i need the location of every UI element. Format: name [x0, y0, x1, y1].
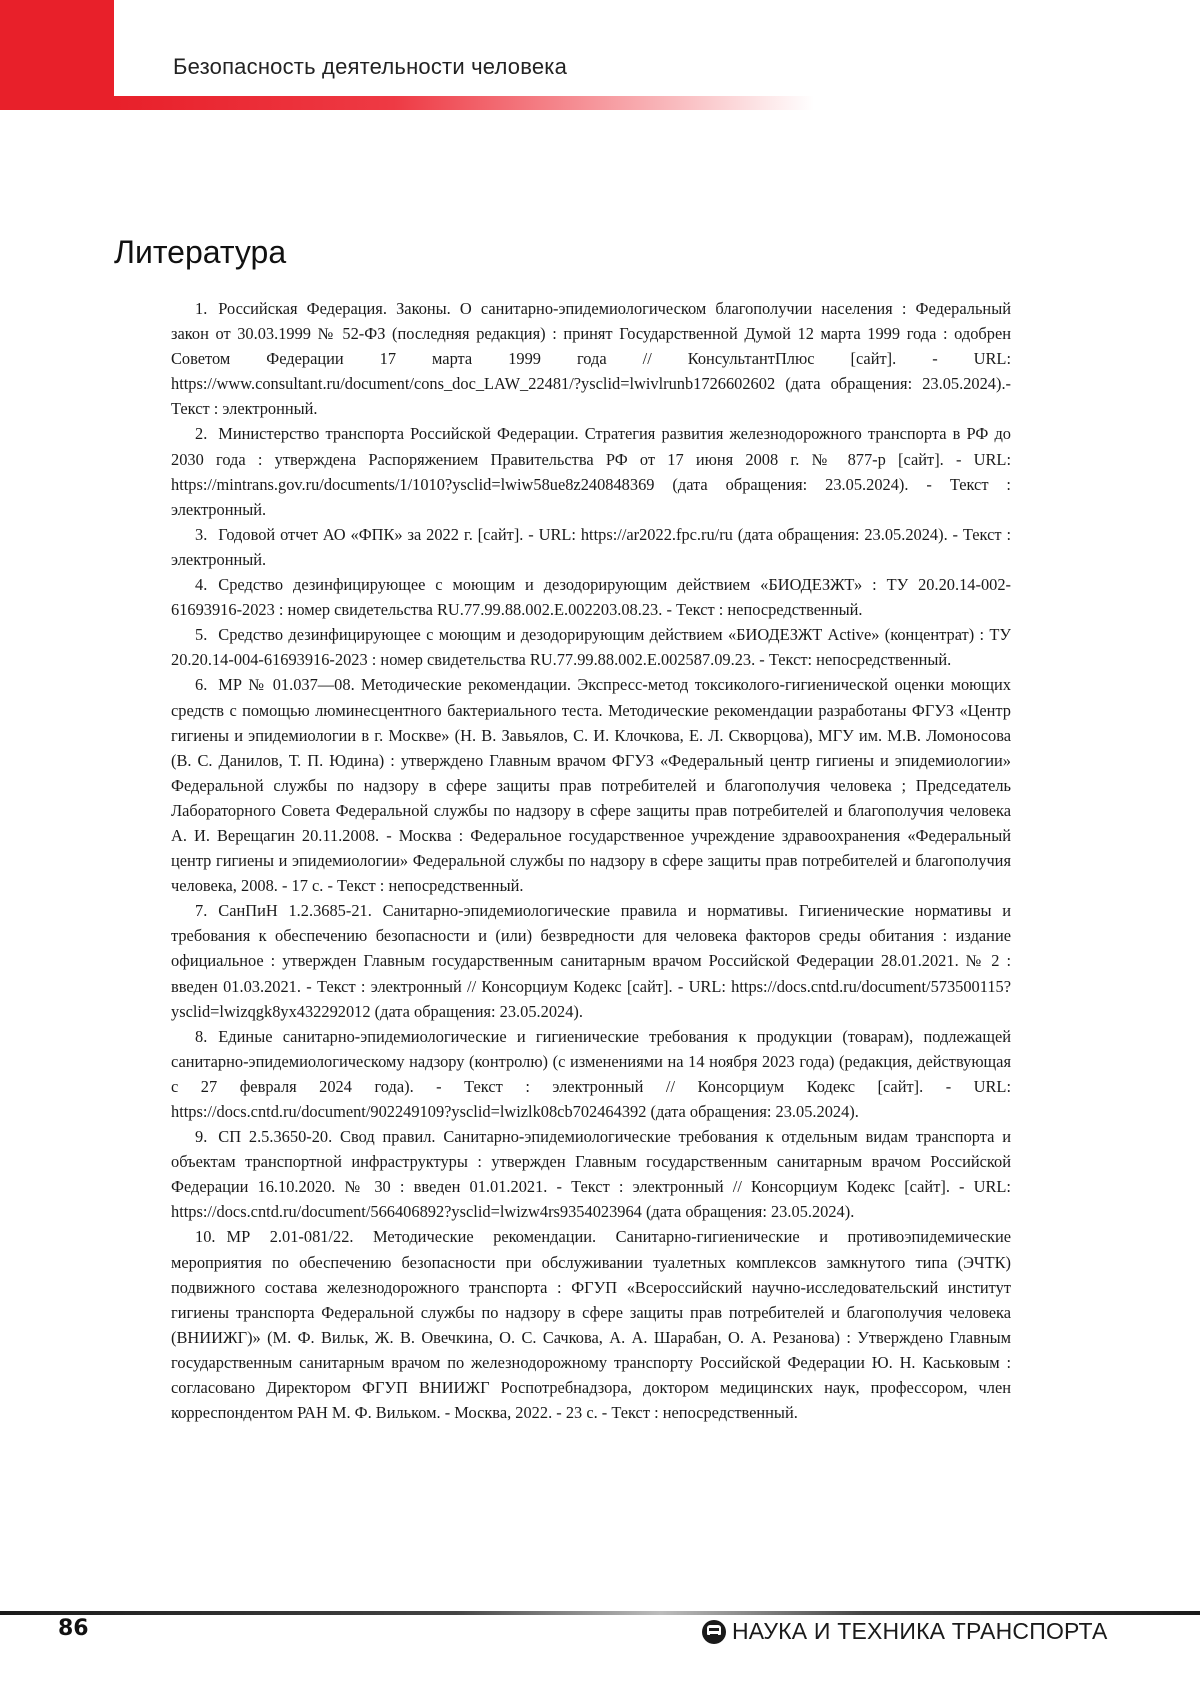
reference-number: 6.: [195, 675, 208, 695]
reference-number: 9.: [195, 1127, 208, 1147]
reference-text: Средство дезинфицирующее с моющим и дезодорирующим действием «БИОДЕЗЖТ» : ТУ 20.20.14-002-61693916-2023 : номер свидетельства RU.77.99.88.002.E.002203.08.23. - Текст : непосредственный.: [171, 575, 1011, 620]
reference-item: [171, 421, 1011, 521]
reference-item: [171, 1224, 1011, 1425]
reference-number: 4.: [195, 575, 208, 595]
reference-item: [171, 622, 1011, 672]
reference-item: [171, 898, 1011, 1023]
reference-text: Единые санитарно-эпидемиологические и гигиенические требования к продукции (товарам), подлежащей санитарно-эпидемиологическому надзору (контролю) (с изменениями на 14 ноября 2023 года) (редакция, действующая с 27 февраля 2024 года). - Текст : электронный // Консорциум Кодекс [сайт]. - URL: https://docs.cntd.ru/document/902249109?ysclid=lwizlk08cb702464392 (дата обращения: 23.05.2024).: [171, 1026, 1011, 1121]
page-header: [0, 0, 1200, 110]
journal-brand: [702, 1618, 1108, 1645]
train-icon: [702, 1620, 726, 1644]
header-red-block: [0, 0, 114, 110]
reference-text: Средство дезинфицирующее с моющим и дезодорирующим действием «БИОДЕЗЖТ Active» (концентрат) : ТУ 20.20.14-004-61693916-2023 : номер свидетельства RU.77.99.88.002.E.002587.09.23. - Текст: непосредственный.: [171, 625, 1011, 670]
reference-item: [171, 672, 1011, 898]
reference-item: [171, 296, 1011, 421]
reference-item: [171, 522, 1011, 572]
section-title: Литература: [114, 234, 287, 270]
running-title: Безопасность деятельности человека: [173, 54, 568, 79]
reference-number: 10.: [195, 1227, 216, 1247]
header-gradient-bar: [114, 96, 814, 110]
reference-text: МР № 01.037—08. Методические рекомендации. Экспресс-метод токсиколого-гигиенической оценки моющих средств с помощью люминесцентного бактериального теста. Методические рекомендации разработаны ФГУЗ «Центр гигиены и эпидемиологии в г. Москве» (Н. В. Завьялов, С. И. Клочкова, Е. Л. Скворцова), МГУ им. М.В. Ломоносова (В. С. Данилов, Т. П. Юдина) : утверждено Главным врачом ФГУЗ «Федеральный центр гигиены и эпидемиологии» Федеральной службы по надзору в сфере защиты прав потребителей и благополучия человека ; Председатель Лабораторного Совета Федеральной службы по надзору в сфере защиты прав потребителей и благополучия человека А. И. Верещагин 20.11.2008. - Москва : Федеральное государственное учреждение здравоохранения «Федеральный центр гигиены и эпидемиологии» Федеральной службы по надзору в сфере защиты прав потребителей и благополучия человека, 2008. - 17 с. - Текст : непосредственный.: [171, 675, 1011, 896]
journal-name: НАУКА И ТЕХНИКА ТРАНСПОРТА: [732, 1618, 1108, 1644]
reference-number: 5.: [195, 625, 208, 645]
reference-text: Годовой отчет АО «ФПК» за 2022 г. [сайт]. - URL: https://ar2022.fpc.ru/ru (дата обращения: 23.05.2024). - Текст : электронный.: [171, 524, 1011, 569]
footer-rule: [0, 1611, 1200, 1615]
reference-text: СП 2.5.3650-20. Свод правил. Санитарно-эпидемиологические требования к отдельным видам транспорта и объектам транспортной инфраструктуры : утвержден Главным государственным санитарным врачом Российской Федерации 16.10.2020. № 30 : введен 01.01.2021. - Текст : электронный // Консорциум Кодекс [сайт]. - URL: https://docs.cntd.ru/document/566406892?ysclid=lwizw4rs9354023964 (дата обращения: 23.05.2024).: [171, 1127, 1011, 1222]
reference-item: [171, 1024, 1011, 1124]
reference-text: Министерство транспорта Российской Федерации. Стратегия развития железнодорожного транспорта в РФ до 2030 года : утверждена Распоряжением Правительства РФ от 17 июня 2008 г. № 877-р [сайт]. - URL: https://mintrans.gov.ru/documents/1/1010?ysclid=lwiw58ue8z240848369 (дата обращения: 23.05.2024). - Текст : электронный.: [171, 424, 1011, 519]
reference-number: 7.: [195, 901, 208, 921]
reference-item: [171, 572, 1011, 622]
reference-text: Российская Федерация. Законы. О санитарно-эпидемиологическом благополучии населения : Федеральный закон от 30.03.1999 № 52-ФЗ (последняя редакция) : принят Государственной Думой 12 марта 1999 года : одобрен Советом Федерации 17 марта 1999 года // КонсультантПлюс [сайт]. - URL: https://www.consultant.ru/document/cons_doc_LAW_22481/?ysclid=lwivlrunb1726602602 (дата обращения: 23.05.2024).- Текст : электронный.: [171, 299, 1011, 419]
reference-number: 3.: [195, 524, 208, 544]
reference-number: 1.: [195, 299, 208, 318]
reference-text: МР 2.01-081/22. Методические рекомендации. Санитарно-гигиенические и противоэпидемические мероприятия по обеспечению безопасности при обслуживании туалетных комплексов замкнутого типа (ЭЧТК) подвижного состава железнодорожного транспорта : ФГУП «Всероссийский научно-исследовательский институт гигиены транспорта Федеральной службы по надзору в сфере защиты прав потребителей и благополучия человека (ВНИИЖГ)» (М. Ф. Вильк, Ж. В. Овечкина, О. С. Сачкова, А. А. Шарабан, О. А. Резанова) : Утверждено Главным государственным санитарным врачом по железнодорожному транспорту Российской Федерации Ю. Н. Каськовым : согласовано Директором ФГУП ВНИИЖГ Роспотребнадзора, доктором медицинских наук, профессором, член корреспондентом РАН М. Ф. Вильком. - Москва, 2022. - 23 с. - Текст : непосредственный.: [171, 1227, 1011, 1423]
reference-text: СанПиН 1.2.3685-21. Санитарно-эпидемиологические правила и нормативы. Гигиенические нормативы и требования к обеспечению безопасности и (или) безвредности для человека факторов среды обитания : издание официальное : утвержден Главным государственным санитарным врачом Российской Федерации 28.01.2021. № 2 : введен 01.03.2021. - Текст : электронный // Консорциум Кодекс [сайт]. - URL: https://docs.cntd.ru/document/573500115?ysclid=lwizqgk8yx432292012 (дата обращения: 23.05.2024).: [171, 901, 1011, 1021]
reference-number: 2.: [195, 424, 208, 444]
reference-number: 8.: [195, 1026, 208, 1046]
reference-item: [171, 1124, 1011, 1224]
reference-list: [171, 296, 1011, 1425]
page-number: 86: [58, 1616, 89, 1641]
